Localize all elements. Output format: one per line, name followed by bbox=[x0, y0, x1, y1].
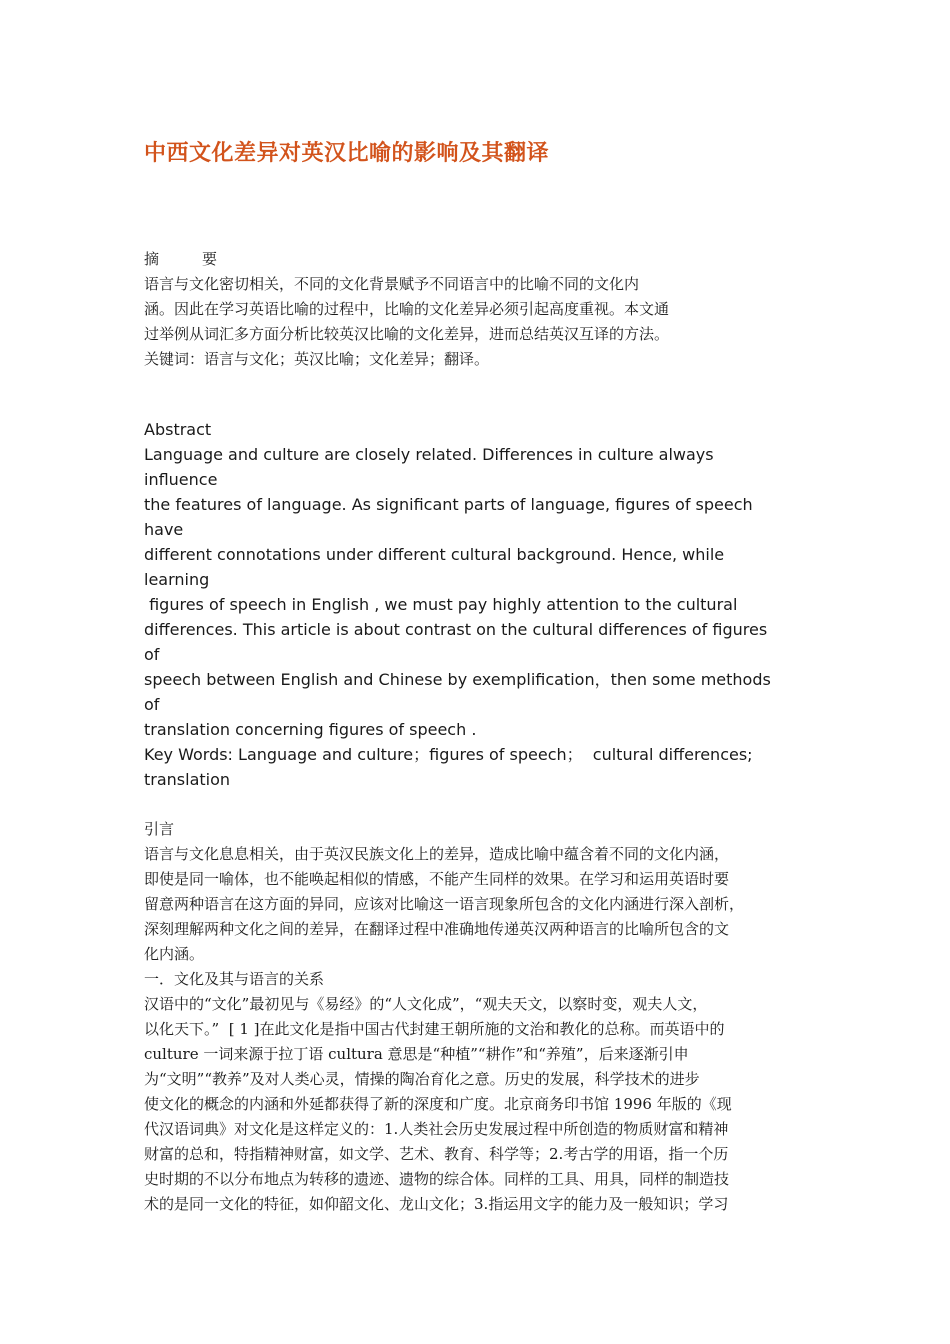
introduction-line: 代汉语词典》对文化是这样定义的：1.人类社会历史发展过程中所创造的物质财富和精神 bbox=[144, 1120, 729, 1138]
english-abstract-line: different connotations under different cultural background. Hence, while bbox=[144, 545, 725, 564]
introduction-line: 语言与文化息息相关，由于英汉民族文化上的差异，造成比喻中蕴含着不同的文化内涵， bbox=[144, 845, 730, 863]
introduction-line: 深刻理解两种文化之间的差异，在翻译过程中准确地传递英汉两种语言的比喻所包含的文 bbox=[144, 920, 730, 938]
english-abstract-line: speech between English and Chinese by exemplification，then some methods bbox=[144, 670, 771, 689]
english-abstract-line: of bbox=[144, 645, 160, 664]
chinese-keywords: 关键词：语言与文化；英汉比喻；文化差异；翻译。 bbox=[144, 350, 490, 368]
english-abstract-line: learning bbox=[144, 570, 210, 589]
english-abstract-line: differences. This article is about contrast on the cultural differences of figures bbox=[144, 620, 768, 639]
introduction-line: 汉语中的“文化”最初见与《易经》的“人文化成”，“观夫天文，以察时变，观夫人文， bbox=[144, 995, 708, 1013]
section-heading-culture-language: 一．文化及其与语言的关系 bbox=[144, 970, 325, 988]
english-abstract-line: translation concerning figures of speech . bbox=[144, 720, 477, 739]
introduction-line: 术的是同一文化的特征，如仰韶文化、龙山文化；3.指运用文字的能力及一般知识；学习 bbox=[144, 1195, 729, 1213]
english-keywords-line: translation bbox=[144, 770, 231, 789]
document-title: 中西文化差异对英汉比喻的影响及其翻译 bbox=[144, 141, 550, 166]
english-abstract bbox=[144, 417, 814, 792]
english-abstract-heading: Abstract bbox=[144, 420, 212, 439]
english-abstract-line: of bbox=[144, 695, 160, 714]
chinese-abstract-line: 过举例从词汇多方面分析比较英汉比喻的文化差异，进而总结英汉互译的方法。 bbox=[144, 325, 670, 343]
introduction-line: 留意两种语言在这方面的异同，应该对比喻这一语言现象所包含的文化内涵进行深入剖析， bbox=[144, 895, 745, 913]
introduction-line: culture 一词来源于拉丁语 cultura 意思是“种植”“耕作”和“养殖”，后来逐渐引申 bbox=[144, 1045, 689, 1063]
english-abstract-line: figures of speech in English , we must pay highly attention to the cultural bbox=[144, 595, 738, 614]
english-abstract-line: the features of language. As significant parts of language, figures of speech bbox=[144, 495, 753, 514]
chinese-abstract-line: 涵。因此在学习英语比喻的过程中，比喻的文化差异必须引起高度重视。本文通 bbox=[144, 300, 670, 318]
introduction-line: 使文化的概念的内涵和外延都获得了新的深度和广度。北京商务印书馆 1996 年版的《现 bbox=[144, 1095, 732, 1113]
introduction-line: 为“文明”“教养”及对人类心灵，情操的陶冶育化之意。历史的发展，科学技术的进步 bbox=[144, 1070, 700, 1088]
introduction-line: 财富的总和，特指精神财富，如文学、艺术、教育、科学等；2.考古学的用语，指一个历 bbox=[144, 1145, 729, 1163]
introduction-line: 以化天下。” [ 1 ]在此文化是指中国古代封建王朝所施的文治和教化的总称。而英语中的 bbox=[144, 1020, 725, 1038]
english-keywords: Key Words: Language and culture；figures of speech； cultural differences; bbox=[144, 745, 753, 764]
chinese-abstract bbox=[144, 247, 814, 372]
chinese-abstract-line: 语言与文化密切相关，不同的文化背景赋予不同语言中的比喻不同的文化内 bbox=[144, 275, 640, 293]
chinese-abstract-heading: 摘 要 bbox=[144, 250, 232, 268]
english-abstract-line: have bbox=[144, 520, 184, 539]
english-abstract-line: Language and culture are closely related. Differences in culture always bbox=[144, 445, 714, 464]
introduction-section bbox=[144, 817, 814, 1217]
introduction-line: 化内涵。 bbox=[144, 945, 205, 963]
introduction-heading: 引言 bbox=[144, 820, 175, 838]
english-abstract-line: influence bbox=[144, 470, 218, 489]
introduction-line: 史时期的不以分布地点为转移的遗迹、遗物的综合体。同样的工具、用具，同样的制造技 bbox=[144, 1170, 730, 1188]
introduction-line: 即使是同一喻体，也不能唤起相似的情感，不能产生同样的效果。在学习和运用英语时要 bbox=[144, 870, 730, 888]
